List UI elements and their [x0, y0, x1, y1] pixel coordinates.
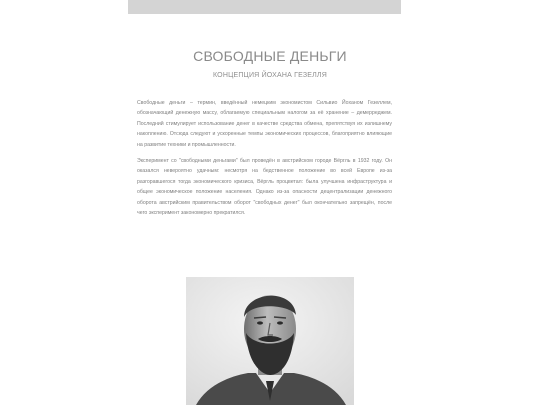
portrait-icon: [186, 277, 354, 405]
article-paragraph-2: Эксперимент со "свободными деньгами" был проведён в австрийском городе Вёргль в 1932 году. Он оказался невероятно удачным: несмотря на бедственное положение во всей Европе из-за разгоравшегося тогда экономического кризиса, Вёргль процветал: была улучшена инфраструктура и общее экономическое положение населения. Однако из-за опасности децентрализации денежного оборота австрийским правительством оборот "свободных денег" был окончательно запрещён, после чего эксперимент закономерно прекратился.: [137, 158, 392, 217]
portrait-photo: [186, 277, 354, 405]
page-title: СВОБОДНЫЕ ДЕНЬГИ: [193, 48, 347, 64]
article-body: [137, 98, 392, 224]
top-banner: [128, 0, 401, 14]
page-subtitle: КОНЦЕПЦИЯ ЙОХАНА ГЕЗЕЛЛЯ: [212, 72, 327, 79]
article-paragraph-1: Свободные деньги – термин, введённый немецким экономистом Сильвио Йоханом Гезеллем, обозначающий денежную массу, облагаемую специальным налогом за её хранение – демерреджем. Последний стимулирует использование денег в качестве средства обмена, препятствуя их излишнему накоплению. Отсюда следуют и ускоренные темпы экономических процессов, благоприятно влияющие на развитие техники и промышленности.: [137, 100, 392, 148]
